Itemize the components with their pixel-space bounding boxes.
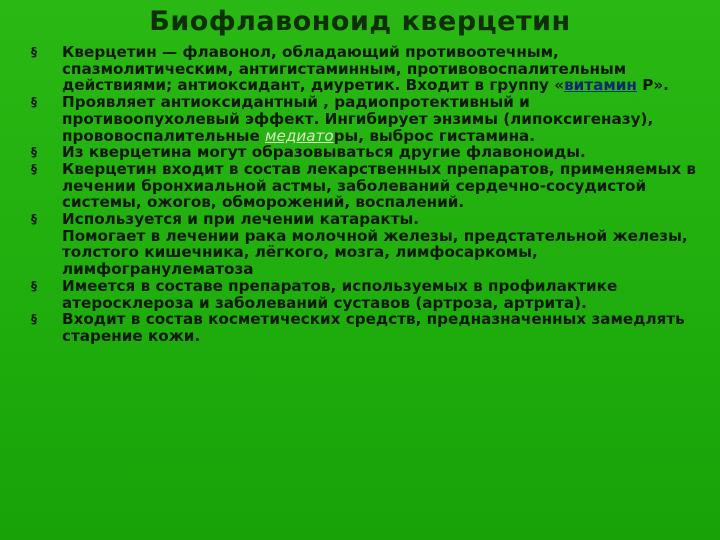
item-text: Кверцетин — флавонол, обладающий противоотечным, спазмолитическим, антигистаминным, противовоспалительным действиями; антиоксидант, диуретик. Входит в группу « <box>62 43 627 95</box>
list-item <box>28 228 708 278</box>
item-text: ры, выброс гистамина. <box>333 126 536 145</box>
list-item <box>28 94 708 144</box>
hyperlink[interactable]: витамин <box>564 76 637 95</box>
list-item <box>28 278 708 311</box>
bullet-icon: § <box>31 312 37 327</box>
bullet-icon: § <box>31 145 37 160</box>
item-text: Используется и при лечении катаракты. <box>62 210 420 229</box>
list-item <box>28 44 708 94</box>
bullet-icon: § <box>31 45 37 59</box>
bullet-icon: § <box>31 161 37 176</box>
list-item <box>28 161 708 211</box>
bullet-icon: § <box>31 212 37 227</box>
list-item <box>28 144 708 161</box>
item-text: Проявляет антиоксидантный , радиопротективный и противоопухолевый эффект. Ингибирует энзимы (липоксигеназу), прововоспалительные <box>62 93 654 145</box>
slide-title: Биофлавоноид кверцетин <box>149 6 571 37</box>
list-item <box>28 211 708 228</box>
bullet-icon: § <box>31 95 37 110</box>
list-item <box>28 311 708 344</box>
item-text: Кверцетин входит в состав лекарственных препаратов, применяемых в лечении бронхиальной астмы, заболеваний сердечно-сосудистой системы, ожогов, обморожений, воспалений. <box>62 159 697 212</box>
item-text: Имеется в составе препаратов, используемых в профилактике атеросклероза и заболеваний суставов (артроза, артрита). <box>62 276 618 312</box>
item-text: Р». <box>636 76 669 95</box>
item-text: Из кверцетина могут образовываться другие флавоноиды. <box>62 143 586 162</box>
item-text: Помогает в лечении рака молочной железы, предстательной железы, толстого кишечника, лёгкого, мозга, лимфосаркомы, лимфогранулематоза <box>62 226 688 279</box>
bullet-icon: § <box>31 278 37 293</box>
bullet-list <box>28 44 708 345</box>
hyperlink[interactable]: медиато <box>265 126 334 145</box>
item-text: Входит в состав косметических средств, предназначенных замедлять старение кожи. <box>62 310 685 345</box>
